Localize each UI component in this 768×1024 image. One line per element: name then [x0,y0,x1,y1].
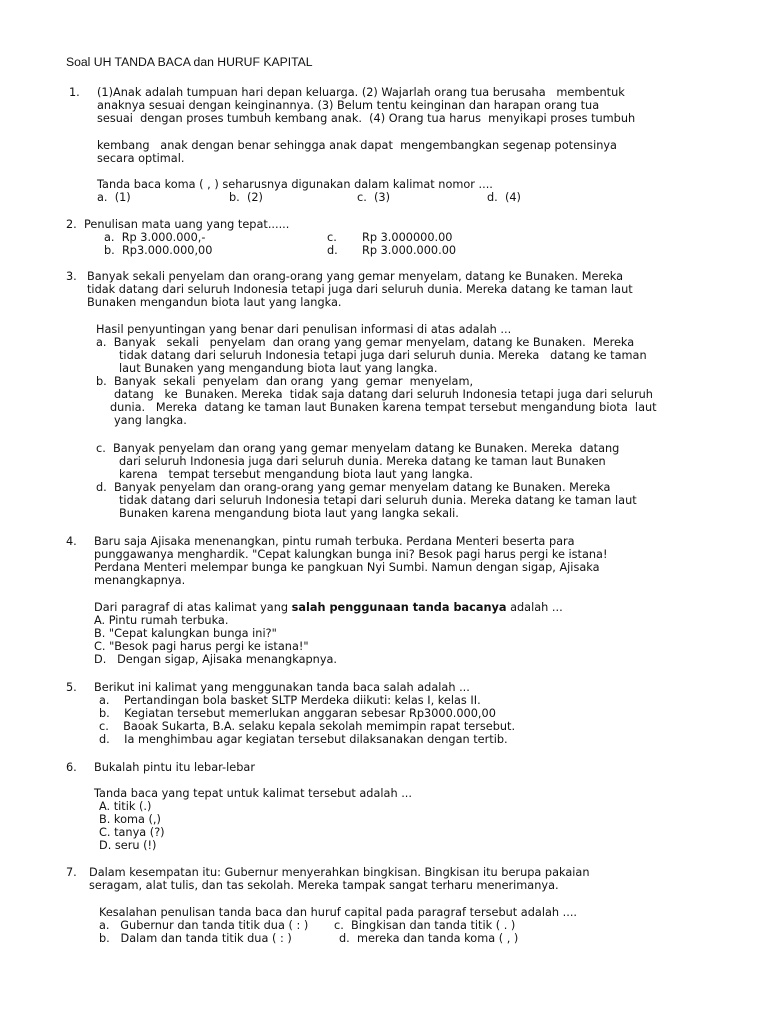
q4-prompt-emphasis: salah penggunaan tanda bacanya [291,601,507,614]
q4-prompt-start: Dari paragraf di atas kalimat yang [94,601,292,614]
q3-option-b: b. Banyak sekali penyelam dan orang yang gemar menyelam, [96,375,474,388]
q4-text-line: menangkapnya. [94,574,186,587]
q3-text-line: tidak datang dari seluruh Indonesia tetapi juga dari seluruh dunia. Mereka datang ke taman laut [87,283,633,296]
q7-option-d: d. mereka dan tanda koma ( , ) [339,932,519,945]
q2-prompt: Penulisan mata uang yang tepat...... [84,218,290,231]
q1-option-b: b. (2) [229,191,263,204]
q1-option-d: d. (4) [487,191,521,204]
q6-number: 6. [66,761,77,774]
q1-prompt: Tanda baca koma ( , ) seharusnya digunakan dalam kalimat nomor .... [97,178,493,191]
q2-option-b: b. Rp3.000.000,00 [104,244,213,257]
q7-option-c: c. Bingkisan dan tanda titik ( . ) [334,919,516,932]
q1-option-a: a. (1) [97,191,131,204]
q4-option-b: B. "Cepat kalungkan bunga ini?" [94,627,277,640]
q7-text-line: seragam, alat tulis, dan tas sekolah. Mereka tampak sangat terharu menerimanya. [89,879,559,892]
q5-number: 5. [66,681,77,694]
q4-text-line: Baru saja Ajisaka menenangkan, pintu rumah terbuka. Perdana Menteri beserta para [94,535,575,548]
q4-number: 4. [66,535,77,548]
q2-option-d-letter: d. [327,244,338,257]
q3-option-c-line: dari seluruh Indonesia juga dari seluruh dunia. Mereka datang ke taman laut Bunaken [119,455,606,468]
q3-option-c: c. Banyak penyelam dan orang yang gemar menyelam datang ke Bunaken. Mereka datang [96,442,620,455]
q3-option-a-line: laut Bunaken yang mengandung biota laut yang langka. [119,362,438,375]
q2-option-c-letter: c. [327,231,337,244]
q7-option-b: b. Dalam dan tanda titik dua ( : ) [99,932,292,945]
q6-option-d: D. seru (!) [99,839,157,852]
q1-option-c: c. (3) [357,191,390,204]
q6-option-c: C. tanya (?) [99,826,165,839]
q6-text-line: Bukalah pintu itu lebar-lebar [94,761,255,774]
q3-option-b-line: yang langka. [114,414,187,427]
q3-option-a-line: tidak datang dari seluruh Indonesia tetapi juga dari seluruh dunia. Mereka datang ke taman [119,349,647,362]
q6-prompt: Tanda baca yang tepat untuk kalimat tersebut adalah ... [94,787,412,800]
q3-number: 3. [66,270,77,283]
q7-option-a: a. Gubernur dan tanda titik dua ( : ) [99,919,309,932]
q4-prompt-end: adalah ... [506,601,563,614]
q3-text-line: Banyak sekali penyelam dan orang-orang yang gemar menyelam, datang ke Bunaken. Mereka [87,270,624,283]
q1-text-line: anaknya sesuai dengan keinginannya. (3) Belum tentu keinginan dan harapan orang tua [97,99,600,112]
q5-option-b: b. Kegiatan tersebut memerlukan anggaran sebesar Rp3000.000,00 [99,707,496,720]
q7-prompt: Kesalahan penulisan tanda baca dan huruf capital pada paragraf tersebut adalah .... [99,906,577,919]
q4-option-a: A. Pintu rumah terbuka. [94,614,229,627]
q3-prompt: Hasil penyuntingan yang benar dari penulisan informasi di atas adalah ... [96,323,512,336]
q5-option-c: c. Baoak Sukarta, B.A. selaku kepala sekolah memimpin rapat tersebut. [99,720,516,733]
q2-option-a: a. Rp 3.000.000,- [104,231,206,244]
q1-text-line: sesuai dengan proses tumbuh kembang anak. (4) Orang tua harus menyikapi proses tumbuh [97,112,636,125]
q7-text-line: Dalam kesempatan itu: Gubernur menyerahkan bingkisan. Bingkisan itu berupa pakaian [89,866,590,879]
q2-option-d: Rp 3.000.000.00 [362,244,457,257]
q6-option-b: B. koma (,) [99,813,161,826]
q1-number: 1. [69,86,80,99]
q4-text-line: Perdana Menteri melempar bunga ke pangkuan Nyi Sumbi. Namun dengan sigap, Ajisaka [94,561,600,574]
q3-option-a: a. Banyak sekali penyelam dan orang yang gemar menyelam, datang ke Bunaken. Mereka [96,336,635,349]
q4-option-d: D. Dengan sigap, Ajisaka menangkapnya. [94,653,338,666]
q3-option-b-line: datang ke Bunaken. Mereka tidak saja datang dari seluruh Indonesia tetapi juga dari seluruh [114,388,653,401]
q3-option-c-line: karena tempat tersebut mengandung biota laut yang langka. [119,468,473,481]
q6-option-a: A. titik (.) [99,800,152,813]
q3-option-d-line: tidak datang dari seluruh Indonesia tetapi dari seluruh dunia. Mereka datang ke taman laut [119,494,637,507]
q3-option-d-line: Bunaken karena mengandung biota laut yang langka sekali. [119,507,459,520]
q1-text-line: kembang anak dengan benar sehingga anak dapat mengembangkan segenap potensinya [97,139,617,152]
document-title: Soal UH TANDA BACA dan HURUF KAPITAL [66,55,313,69]
q3-option-b-line: dunia. Mereka datang ke taman laut Bunaken karena tempat tersebut mengandung biota laut [110,401,657,414]
q5-prompt: Berikut ini kalimat yang menggunakan tanda baca salah adalah ... [94,681,470,694]
q2-number: 2. [66,218,77,231]
q3-text-line: Bunaken mengandun biota laut yang langka. [87,296,342,309]
q4-text-line: punggawanya menghardik. "Cepat kalungkan bunga ini? Besok pagi harus pergi ke istana! [94,548,608,561]
q2-option-c: Rp 3.000000.00 [362,231,453,244]
q5-option-a: a. Pertandingan bola basket SLTP Merdeka diikuti: kelas I, kelas II. [99,694,481,707]
q4-option-c: C. "Besok pagi harus pergi ke istana!" [94,640,309,653]
q7-number: 7. [66,866,77,879]
q3-option-d: d. Banyak penyelam dan orang-orang yang gemar menyelam datang ke Bunaken. Mereka [96,481,611,494]
q1-text-line: (1)Anak adalah tumpuan hari depan keluarga. (2) Wajarlah orang tua berusaha membentuk [97,86,625,99]
q5-option-d: d. Ia menghimbau agar kegiatan tersebut dilaksanakan dengan tertib. [99,733,508,746]
q4-prompt [94,601,563,614]
q1-text-line: secara optimal. [97,152,185,165]
